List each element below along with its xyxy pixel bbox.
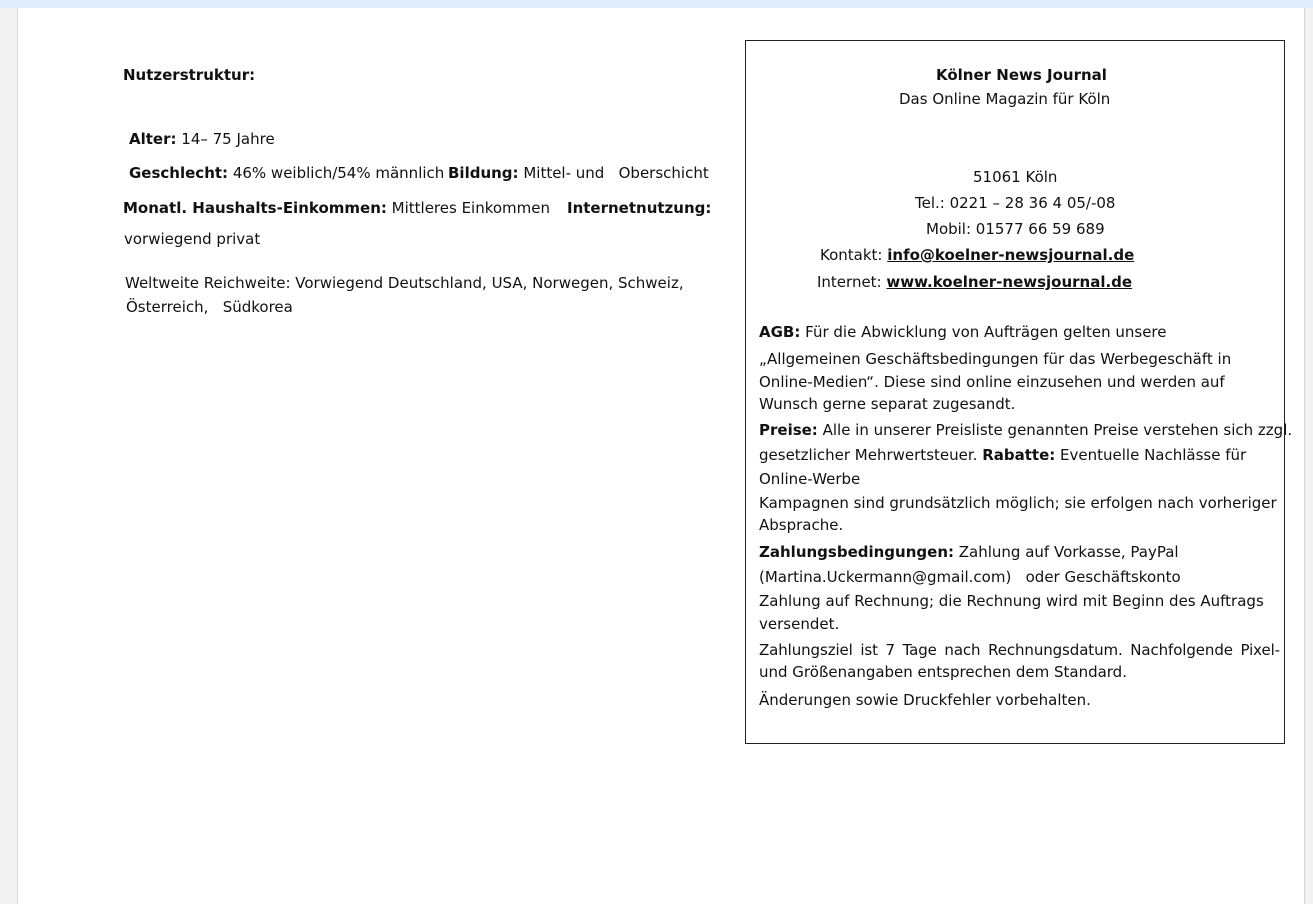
geschlecht-value: 46% weiblich/54% männlich [232,164,445,182]
nutzerstruktur-heading: Nutzerstruktur: [123,66,256,84]
window-top-bar [0,0,1313,8]
zahlung-line-4: versendet. [759,615,840,633]
zahlungsziel-line-1: Zahlungsziel ist 7 Tage nach Rechnungsdatum. Nachfolgende Pixel- [759,641,1280,659]
rabatte-line-4: Absprache. [759,516,844,534]
internetnutzung-value: vorwiegend privat [124,230,261,248]
einkommen-line [123,198,550,218]
preise-label: Preise: [759,421,818,439]
geschlecht-line [129,163,444,183]
kontakt-label: Kontakt: [820,246,883,264]
kontakt-line [820,245,1134,265]
alter-value: 14– 75 Jahre [181,130,275,148]
zahlung-line-1 [759,542,1179,562]
internetnutzung-label: Internetnutzung: [567,199,712,217]
preise-rabatte-line [759,445,1246,465]
website-link[interactable]: www.koelner-newsjournal.de [886,273,1133,291]
einkommen-value: Mittleres Einkommen [391,199,551,217]
document-page [17,8,1305,904]
zahlung-text-1: Zahlung auf Vorkasse, PayPal [958,543,1179,561]
geschlecht-label: Geschlecht: [129,164,229,182]
reichweite-line-1: Weltweite Reichweite: Vorwiegend Deutschland, USA, Norwegen, Schweiz, [125,274,684,292]
bildung-line [448,163,709,183]
aenderungen-line: Änderungen sowie Druckfehler vorbehalten. [759,691,1091,709]
phone-number: Tel.: 0221 – 28 36 4 05/-08 [915,194,1116,212]
alter-line [129,129,275,149]
zahlung-line-3: Zahlung auf Rechnung; die Rechnung wird mit Beginn des Auftrags [759,592,1264,610]
agb-line-1 [759,322,1167,342]
zahlungsziel-line-2: und Größenangaben entsprechen dem Standard. [759,663,1127,681]
rabatte-line-3: Kampagnen sind grundsätzlich möglich; sie erfolgen nach vorheriger [759,494,1277,512]
preise-line-1 [759,420,1292,440]
journal-title: Kölner News Journal [936,66,1107,84]
internet-label: Internet: [817,273,882,291]
internet-line [817,272,1132,292]
alter-label: Alter: [129,130,177,148]
agb-line-3: Online-Medien“. Diese sind online einzusehen und werden auf [759,373,1225,391]
email-link[interactable]: info@koelner-newsjournal.de [887,246,1135,264]
zahlung-label: Zahlungsbedingungen: [759,543,954,561]
bildung-value: Mittel- und Oberschicht [523,164,709,182]
preise-text-2: gesetzlicher Mehrwertsteuer. [759,446,978,464]
agb-label: AGB: [759,323,801,341]
einkommen-label: Monatl. Haushalts-Einkommen: [123,199,387,217]
rabatte-text-1: Eventuelle Nachlässe für [1060,446,1247,464]
journal-subtitle: Das Online Magazin für Köln [899,90,1111,108]
contact-info-box [745,40,1293,744]
agb-line-2: „Allgemeinen Geschäftsbedingungen für das Werbegeschäft in [759,350,1232,368]
preise-text-1: Alle in unserer Preisliste genannten Preise verstehen sich zzgl. [822,421,1293,439]
address-city: 51061 Köln [973,168,1058,186]
reichweite-line-2: Österreich, Südkorea [126,298,293,316]
agb-line-4: Wunsch gerne separat zugesandt. [759,395,1016,413]
rabatte-label: Rabatte: [982,446,1056,464]
mobile-number: Mobil: 01577 66 59 689 [926,220,1105,238]
bildung-label: Bildung: [448,164,519,182]
agb-text-1: Für die Abwicklung von Aufträgen gelten unsere [805,323,1167,341]
zahlung-line-2: (Martina.Uckermann@gmail.com) oder Geschäftskonto [759,568,1181,586]
rabatte-line-2: Online-Werbe [759,470,861,488]
